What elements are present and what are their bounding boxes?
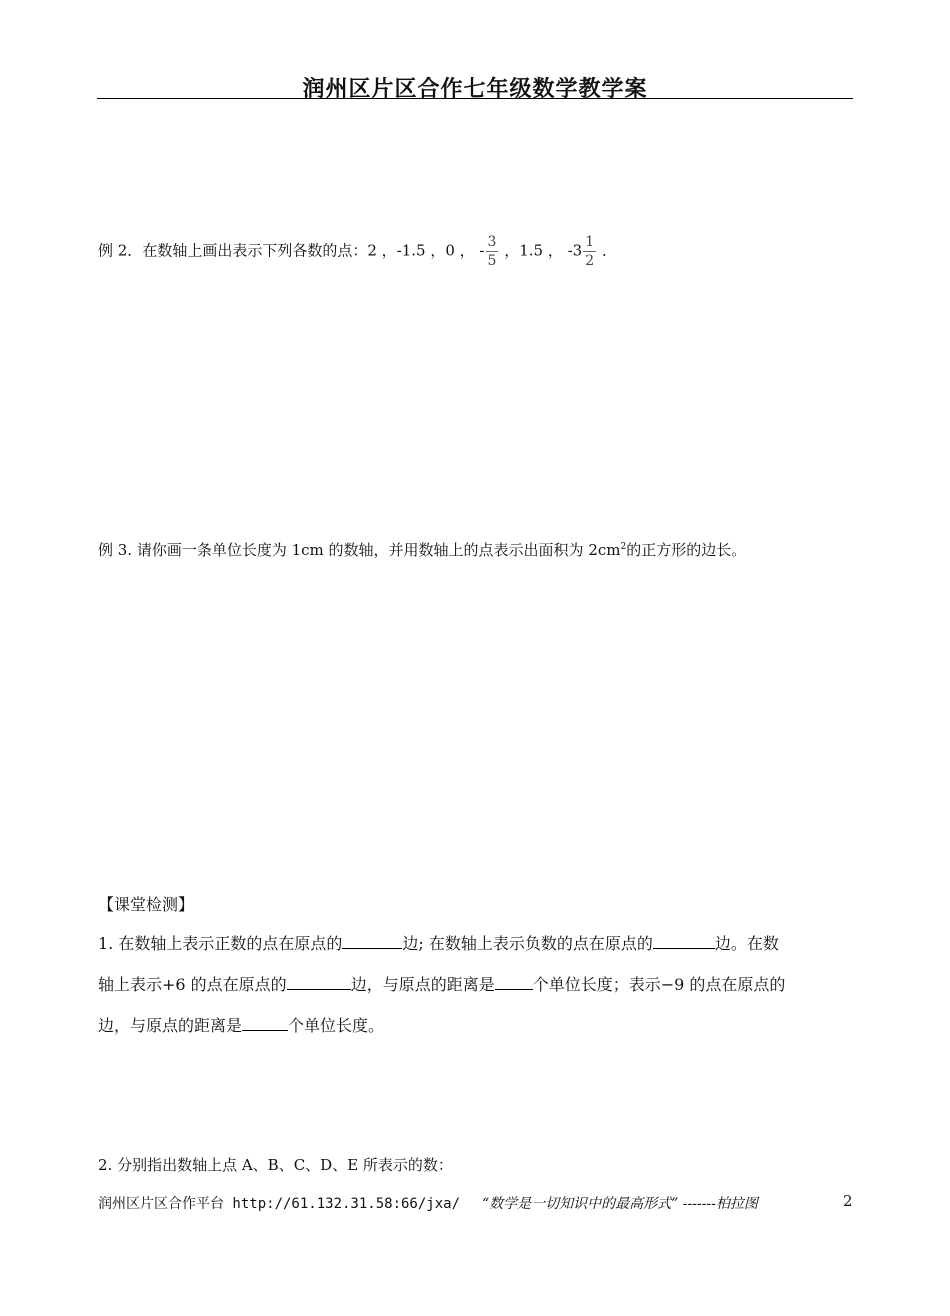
answer-blank[interactable]: [342, 932, 402, 949]
answer-blank[interactable]: [653, 932, 715, 949]
superscript: 2: [620, 542, 627, 552]
question-1-line-3: [98, 1014, 384, 1036]
question-2: 2. 分别指出数轴上点 A、B、C、D、E 所表示的数：: [98, 1156, 453, 1174]
fraction-three-fifths: [486, 233, 499, 270]
footer-platform-link[interactable]: 润州区片区合作平台 http://61.132.31.58:66/jxa/: [98, 1196, 461, 1212]
fraction-numerator: 3: [487, 234, 497, 250]
answer-blank[interactable]: [287, 973, 351, 990]
page-header-title: 润州区片区合作七年级数学教学案: [302, 77, 648, 102]
q1-text: 边。在数: [714, 934, 779, 953]
q1-text: 1. 在数轴上表示正数的点在原点的: [98, 934, 343, 953]
example-3-text: 例 3. 请你画一条单位长度为 1cm 的数轴，并用数轴上的点表示出面积为 2cm: [98, 541, 621, 559]
example-2-label: 例 2．: [98, 241, 143, 260]
fraction-sign: -: [479, 241, 485, 260]
q1-text: 轴上表示+6 的点在原点的: [98, 975, 287, 994]
example-2-mid: ，1.5 ，: [504, 241, 563, 260]
mixed-number-whole: -3: [567, 241, 583, 260]
fraction-numerator: 1: [585, 234, 595, 250]
fraction-denominator: 5: [487, 253, 497, 269]
example-3: [98, 537, 746, 560]
q1-text: 边; 在数轴上表示负数的点在原点的: [402, 934, 653, 953]
question-1-line-2: [98, 973, 785, 995]
footer: [98, 1193, 758, 1213]
example-2-end: ．: [601, 241, 617, 260]
answer-blank[interactable]: [242, 1014, 288, 1031]
answer-blank[interactable]: [495, 973, 533, 990]
section-title: 【课堂检测】: [98, 895, 195, 914]
header-divider: [97, 98, 853, 99]
fraction-denominator: 2: [585, 253, 595, 269]
q1-text: 边，与原点的距离是: [98, 1016, 243, 1035]
q1-text: 个单位长度；表示−9 的点在原点的: [532, 975, 786, 994]
q1-text: 边，与原点的距离是: [350, 975, 495, 994]
example-3-text-end: 的正方形的边长。: [626, 541, 747, 559]
question-1-line-1: [98, 932, 779, 954]
footer-quote: “数学是一切知识中的最高形式” -------柏拉图: [482, 1196, 758, 1212]
example-2-text: 在数轴上画出表示下列各数的点：2 ，-1.5 ，0 ，: [142, 241, 475, 260]
fraction-one-half: [583, 233, 596, 270]
page-number: 2: [843, 1192, 853, 1210]
example-2: [98, 233, 617, 270]
q1-text: 个单位长度。: [288, 1016, 385, 1035]
